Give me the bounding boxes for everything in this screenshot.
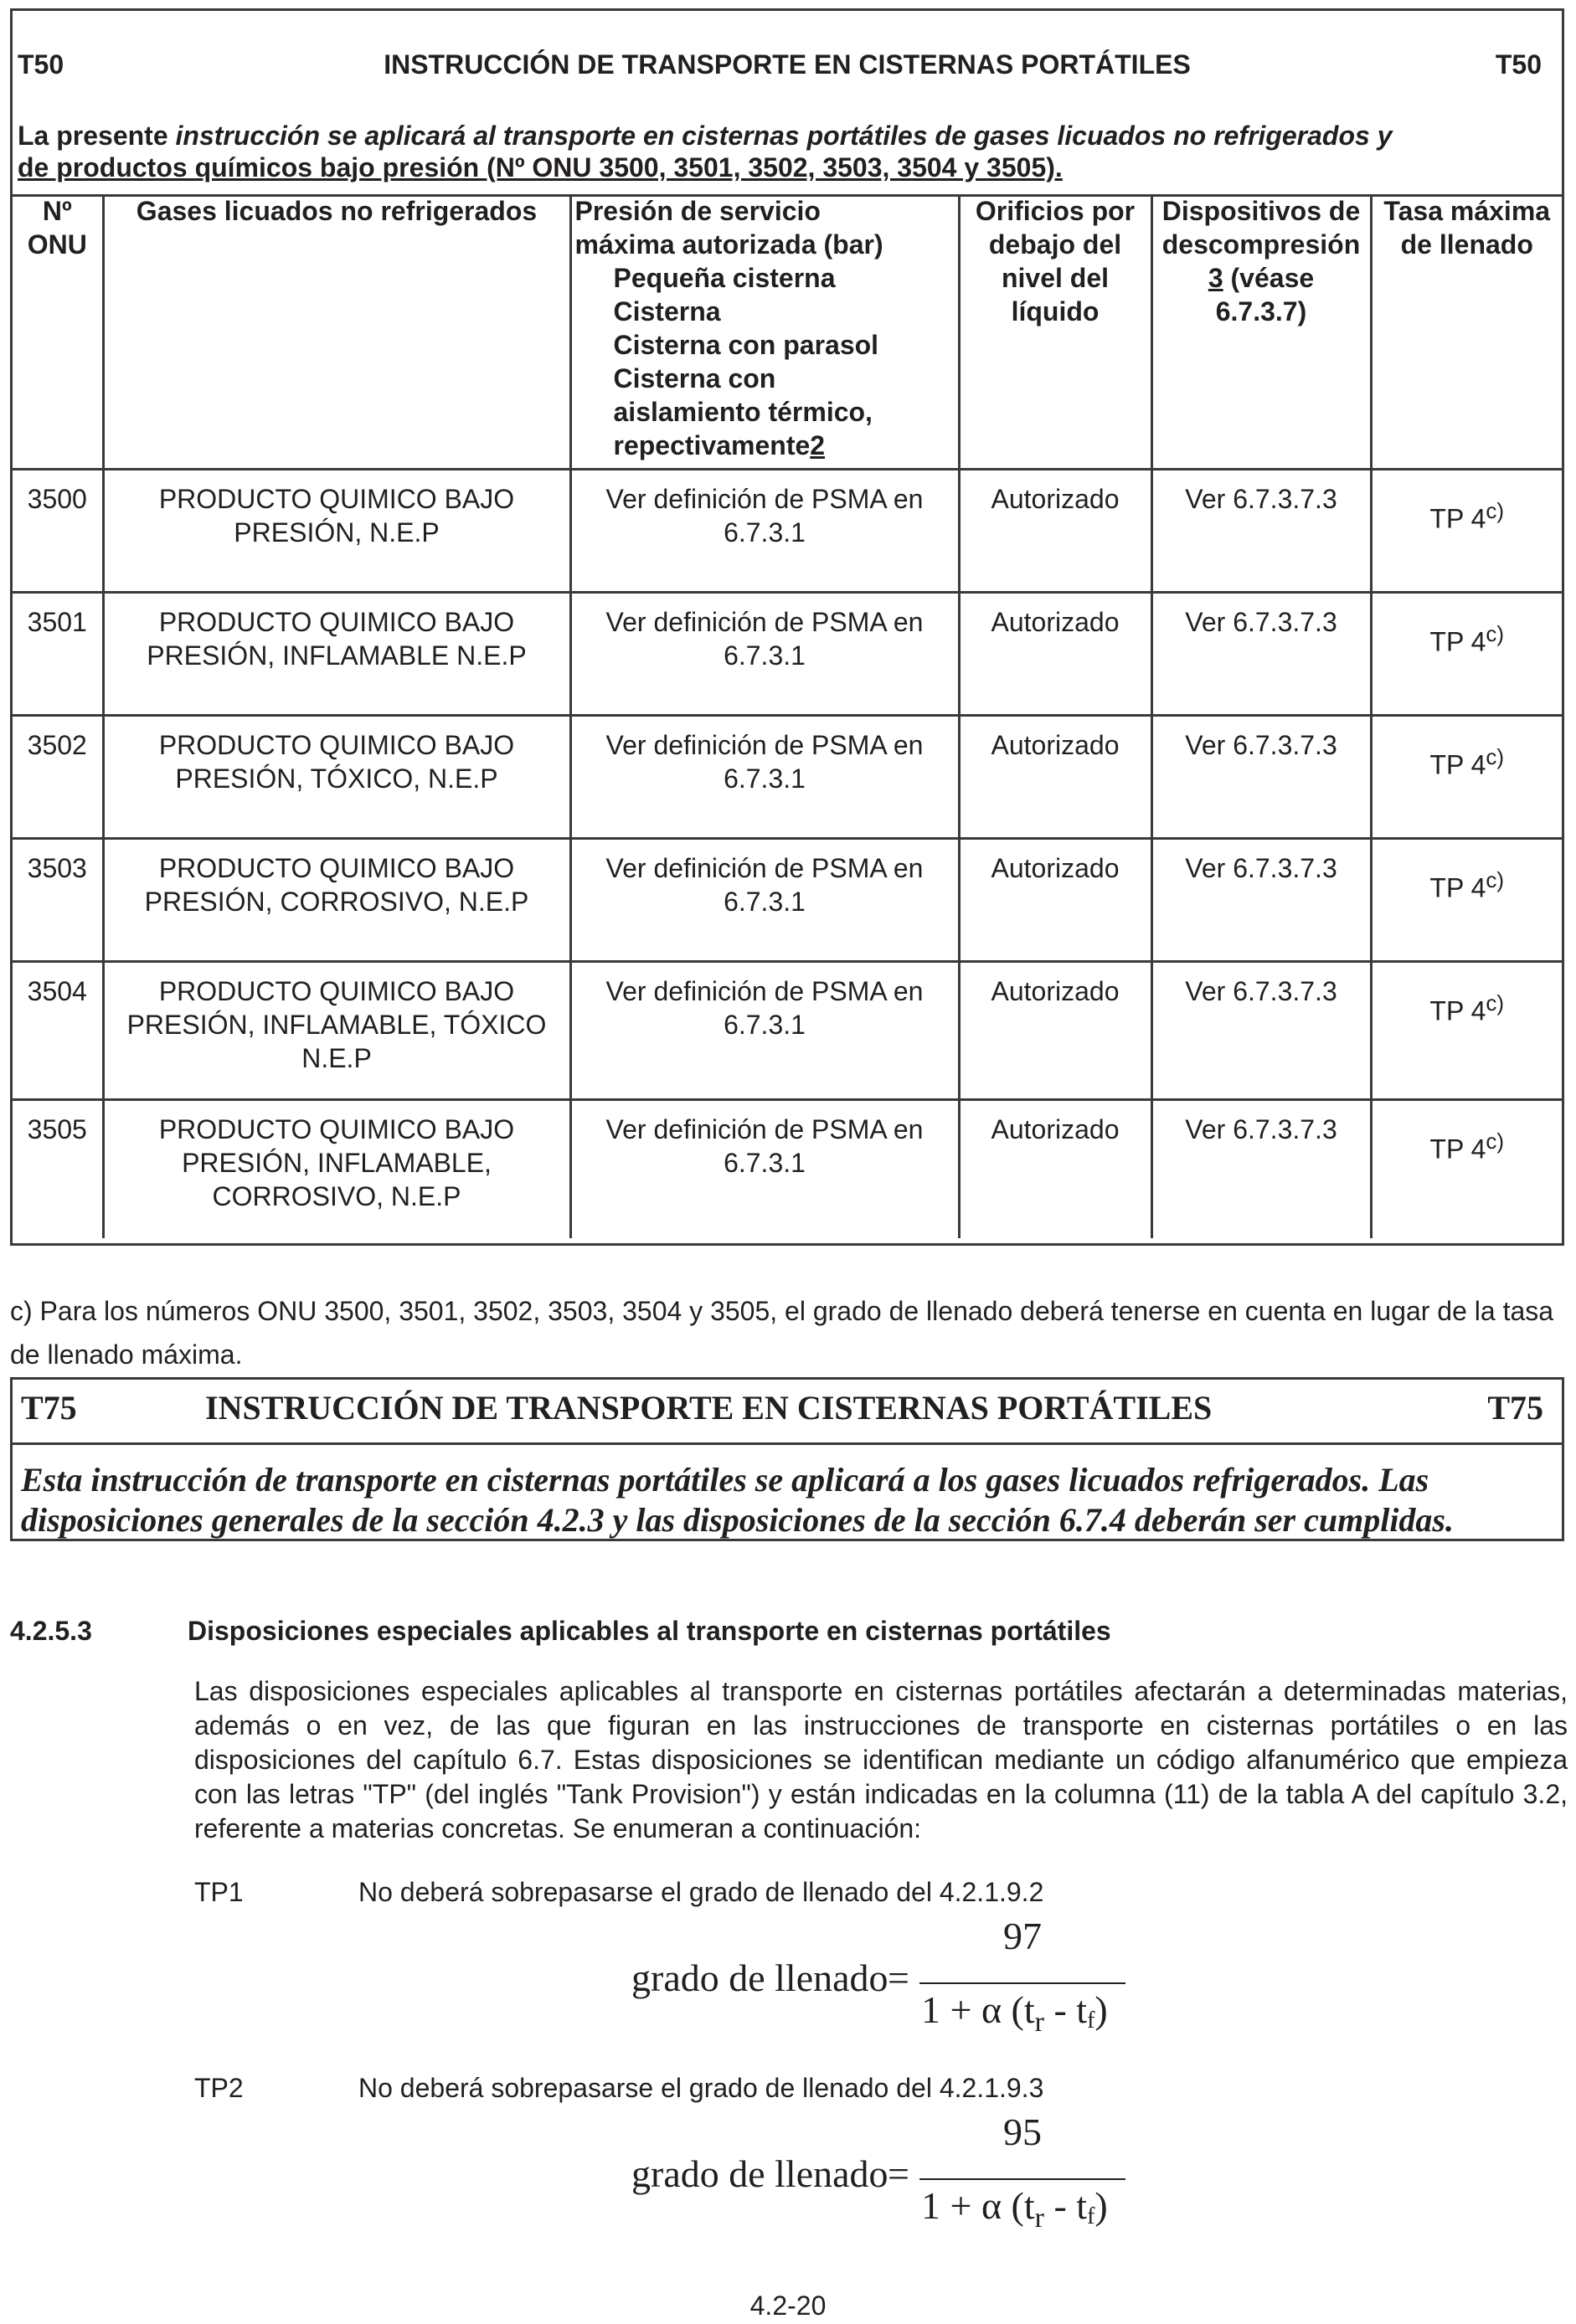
t75-code-right: T75: [1487, 1389, 1543, 1427]
tp2-fraction-bar: [919, 2178, 1125, 2180]
cell-orifices: Autorizado: [959, 1100, 1151, 1238]
table-row: [13, 1100, 1562, 1238]
cell-pressure: Ver definición de PSMA en 6.7.3.1: [570, 470, 959, 593]
table-row: [13, 593, 1562, 716]
cell-fill-rate: TP 4$^{c)}$: [1371, 470, 1562, 593]
cell-orifices: Autorizado: [959, 962, 1151, 1100]
section-paragraph: Las disposiciones especiales aplicables al transporte en cisternas portátiles afectarán a determinadas materias, además o en vez, de las que figuran en las instrucciones de transporte en cisternas portátiles o en las disposiciones del capítulo 6.7. Estas disposiciones se identifican mediante un código alfanumérico que empieza con las letras "TP" (del inglés "Tank Provision") y están indicadas en la columna (11) de la tabla A del capítulo 3.2, referente a materias concretas. Se enumeran a continuación:: [194, 1676, 1568, 1843]
cell-gas: PRODUCTO QUIMICO BAJO PRESIÓN, N.E.P: [103, 470, 570, 593]
cell-fill-rate: TP 4$^{c)}$: [1371, 839, 1562, 962]
cell-orifices: Autorizado: [959, 470, 1151, 593]
t75-instruction-box: [10, 1377, 1564, 1541]
t50-code-right: T50: [1495, 49, 1542, 80]
table-row: [13, 716, 1562, 839]
tp1-formula-numerator: 97: [1003, 1915, 1042, 1957]
tp1-text: No deberá sobrepasarse el grado de llenado del 4.2.1.9.2: [358, 1877, 1044, 1907]
t50-table: [13, 194, 1562, 1238]
cell-pressure: Ver definición de PSMA en 6.7.3.1: [570, 593, 959, 716]
section-title: Disposiciones especiales aplicables al transporte en cisternas portátiles: [188, 1616, 1111, 1646]
footnote-ref[interactable]: c): [1486, 1129, 1505, 1154]
t50-title: INSTRUCCIÓN DE TRANSPORTE EN CISTERNAS PORTÁTILES: [384, 49, 1191, 80]
cell-fill-rate: TP 4$^{c)}$: [1371, 716, 1562, 839]
t50-intro-italic: instrucción se aplicará al transporte en cisternas portátiles de gases licuados no refrigerados y: [175, 121, 1393, 151]
tp1-formula-eq: =: [888, 1956, 909, 1999]
cell-gas: PRODUCTO QUIMICO BAJO PRESIÓN, INFLAMABLE, CORROSIVO, N.E.P: [103, 1100, 570, 1238]
th-pressure: Presión de servicio máxima autorizada (bar) Pequeña cisterna Cisterna Cisterna con parasol Cisterna con aislamiento térmico, repectivamente2: [570, 194, 959, 470]
tp1-fraction-bar: [919, 1982, 1125, 1984]
table-row: [13, 470, 1562, 593]
cell-devices: Ver 6.7.3.7.3: [1151, 593, 1371, 716]
cell-gas: PRODUCTO QUIMICO BAJO PRESIÓN, TÓXICO, N.E.P: [103, 716, 570, 839]
cell-onu: 3505: [13, 1100, 103, 1238]
th-gases: Gases licuados no refrigerados: [103, 194, 570, 470]
t50-code-left: T50: [18, 49, 64, 80]
cell-fill-rate: TP 4$^{c)}$: [1371, 1100, 1562, 1238]
footnote-ref[interactable]: c): [1486, 867, 1505, 892]
cell-pressure: Ver definición de PSMA en 6.7.3.1: [570, 962, 959, 1100]
cell-orifices: Autorizado: [959, 839, 1151, 962]
cell-gas: PRODUCTO QUIMICO BAJO PRESIÓN, CORROSIVO, N.E.P: [103, 839, 570, 962]
tp1-code: TP1: [194, 1877, 244, 1907]
cell-devices: Ver 6.7.3.7.3: [1151, 470, 1371, 593]
cell-pressure: Ver definición de PSMA en 6.7.3.1: [570, 1100, 959, 1238]
t50-intro: [18, 120, 1550, 183]
tp1-formula-lhs: grado de llenado: [631, 1956, 888, 1999]
cell-pressure: Ver definición de PSMA en 6.7.3.1: [570, 839, 959, 962]
th-onu: Nº ONU: [13, 194, 103, 470]
th-fill-rate: Tasa máxima de llenado: [1371, 194, 1562, 470]
cell-onu: 3501: [13, 593, 103, 716]
section-number: 4.2.5.3: [10, 1616, 92, 1646]
t75-text: Esta instrucción de transporte en cisternas portátiles se aplicará a los gases licuados refrigerados. Las disposiciones generales de la sección 4.2.3 y las disposiciones de la sección 6.7.4 deberán ser cumplidas.: [21, 1461, 1454, 1539]
t50-instruction-box: [10, 8, 1564, 1246]
t75-code-left: T75: [21, 1389, 77, 1427]
cell-onu: 3502: [13, 716, 103, 839]
cell-fill-rate: TP 4$^{c)}$: [1371, 593, 1562, 716]
cell-devices: Ver 6.7.3.7.3: [1151, 839, 1371, 962]
cell-onu: 3503: [13, 839, 103, 962]
footnote-ref[interactable]: c): [1486, 498, 1505, 523]
cell-orifices: Autorizado: [959, 593, 1151, 716]
tp2-formula-eq: =: [888, 2152, 909, 2195]
cell-orifices: Autorizado: [959, 716, 1151, 839]
cell-fill-rate: TP 4$^{c)}$: [1371, 962, 1562, 1100]
table-row: [13, 839, 1562, 962]
pressure-note-link[interactable]: 2: [810, 430, 826, 460]
tp1-formula-denominator: 1 + α $(t_r - tf)$: [921, 1988, 1108, 2038]
cell-devices: Ver 6.7.3.7.3: [1151, 1100, 1371, 1238]
cell-devices: Ver 6.7.3.7.3: [1151, 716, 1371, 839]
th-devices: Dispositivos de descompresión 3 (véase 6.7.3.7): [1151, 194, 1371, 470]
cell-pressure: Ver definición de PSMA en 6.7.3.1: [570, 716, 959, 839]
cell-devices: Ver 6.7.3.7.3: [1151, 962, 1371, 1100]
cell-onu: 3504: [13, 962, 103, 1100]
t50-header: [13, 11, 1562, 197]
page-number: 4.2-20: [749, 2291, 827, 2321]
t50-intro-plain: La presente: [18, 121, 176, 151]
t75-title: INSTRUCCIÓN DE TRANSPORTE EN CISTERNAS PORTÁTILES: [205, 1389, 1213, 1427]
cell-gas: PRODUCTO QUIMICO BAJO PRESIÓN, INFLAMABLE N.E.P: [103, 593, 570, 716]
cell-onu: 3500: [13, 470, 103, 593]
tp2-code: TP2: [194, 2073, 244, 2103]
tp2-formula-numerator: 95: [1003, 2111, 1042, 2153]
tp2-text: No deberá sobrepasarse el grado de llenado del 4.2.1.9.3: [358, 2073, 1044, 2103]
footnote-c: c) Para los números ONU 3500, 3501, 3502, 3503, 3504 y 3505, el grado de llenado deberá tenerse en cuenta en lugar de la tasa de llenado máxima.: [10, 1296, 1554, 1370]
t50-intro-line2: de productos químicos bajo presión (Nº ONU 3500, 3501, 3502, 3503, 3504 y 3505).: [18, 152, 1063, 183]
cell-gas: PRODUCTO QUIMICO BAJO PRESIÓN, INFLAMABLE, TÓXICO N.E.P: [103, 962, 570, 1100]
table-row: [13, 962, 1562, 1100]
tp2-formula-denominator: 1 + α $(t_r - tf)$: [921, 2184, 1108, 2234]
t50-header-row: [13, 194, 1562, 470]
t75-header: [13, 1380, 1562, 1445]
devices-note-link[interactable]: 3: [1208, 263, 1223, 293]
tp2-formula-lhs: grado de llenado: [631, 2152, 888, 2195]
footnote-ref[interactable]: c): [1486, 621, 1505, 646]
footnote-ref[interactable]: c): [1486, 744, 1505, 769]
th-orifices: Orificios por debajo del nivel del líquido: [959, 194, 1151, 470]
footnote-ref[interactable]: c): [1486, 990, 1505, 1015]
